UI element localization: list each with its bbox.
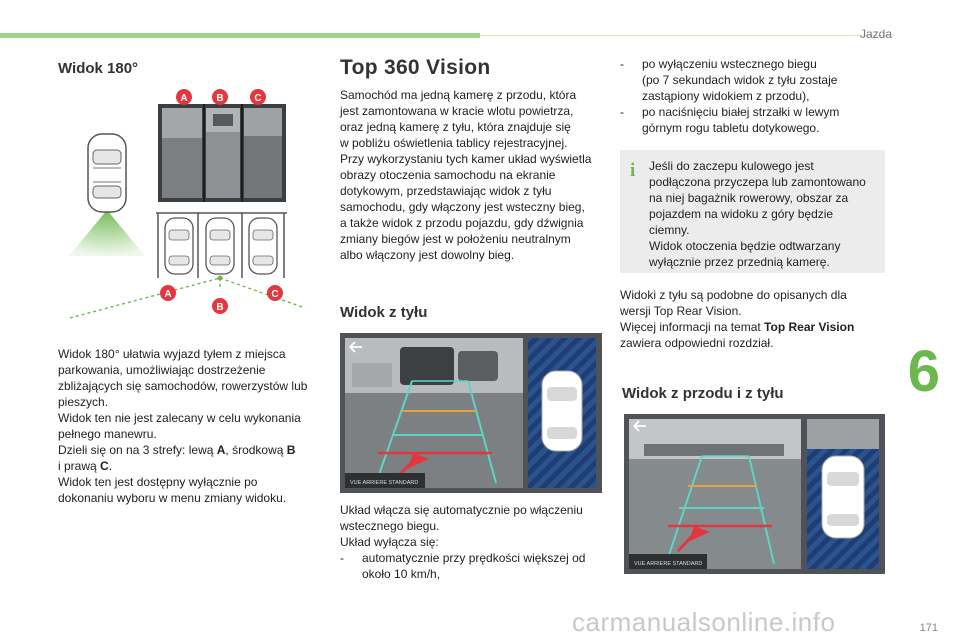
- list-item: - po wyłączeniu wstecznego biegu (po 7 sekundach widok z tyłu zostaje zastąpiony widokiem z przodu),: [620, 56, 885, 104]
- svg-text:B: B: [216, 302, 224, 313]
- svg-text:C: C: [254, 93, 262, 104]
- parked-car-middle-icon: [206, 218, 234, 274]
- list-item: - po naciśnięciu białej strzałki w lewym górnym rogu tabletu dotykowego.: [620, 104, 885, 136]
- svg-text:B: B: [216, 93, 224, 104]
- rear-view-screen: [340, 333, 602, 493]
- svg-text:VUE ARRIERE STANDARD: VUE ARRIERE STANDARD: [634, 561, 703, 567]
- top-view-car-icon: [542, 371, 582, 451]
- page-number: 171: [919, 622, 938, 634]
- camera-field-cone: [69, 210, 145, 256]
- heading-widok-z-tylu: Widok z tyłu: [340, 304, 428, 321]
- watermark: carmanualsonline.info: [572, 607, 836, 637]
- front-rear-view-screen: [624, 414, 885, 574]
- own-car-icon: [88, 134, 126, 212]
- info-box: i Jeśli do zaczepu kulowego jest podłączona przyczepa lub zamontowano na niej bagażnik rowerowy, obszar za pojazdem na widoku z góry będzie ciemny. Widok otoczenia będzie odtwarzany wyłącznie przez przednią kamerę.: [620, 150, 885, 273]
- heading-top-360-vision: Top 360 Vision: [340, 56, 491, 79]
- top-accent-line: [480, 35, 890, 36]
- section-label: Jazda: [859, 27, 892, 41]
- chapter-number: 6: [907, 339, 940, 404]
- top-accent-bar: [0, 33, 480, 38]
- rear-views-note: Widoki z tyłu są podobne do opisanych dla wersji Top Rear Vision. Więcej informacji na temat Top Rear Vision zawiera odpowiedni rozdział.: [620, 288, 855, 350]
- parked-car-right-icon: [249, 218, 277, 274]
- shutdown-conditions-list: [620, 56, 885, 136]
- list-item: - automatycznie przy prędkości większej od około 10 km/h,: [340, 550, 610, 582]
- heading-widok-z-przodu-i-z-tylu: Widok z przodu i z tyłu: [622, 385, 784, 402]
- svg-text:A: A: [164, 289, 172, 300]
- top-360-intro: Samochód ma jedną kamerę z przodu, która jest zamontowana w kracie wlotu powietrza, oraz jedną kamerę z tyłu, która znajduje się w pobliżu oświetlenia tablicy rejestracyjnej. Przy wykorzystaniu tych kamer układ wyświetla obrazy otoczenia samochodu na ekranie dotykowym, przedstawiając widok z tyłu samochodu, gdy włączony jest wsteczny bieg, a także widok z przodu pojazdu, gdy dźwignia zmiany biegów jest w położeniu neutralnym albo włączony jest dowolny bieg.: [340, 88, 592, 262]
- heading-widok-180: Widok 180°: [58, 60, 139, 77]
- svg-text:A: A: [180, 93, 188, 104]
- parked-car-left-icon: [165, 218, 193, 274]
- view-180-diagram: [55, 82, 315, 322]
- top-view-car-icon: [822, 456, 864, 538]
- svg-text:C: C: [271, 289, 279, 300]
- widok-180-description: Widok 180° ułatwia wyjazd tyłem z miejsca parkowania, umożliwiając dostrzeżenie zbliżających się samochodów, rowerzystów lub pieszych. Widok ten nie jest zalecany w celu wykonania pełnego manewru. Dzieli się on na 3 strefy: lewą A, środkową B i prawą C. Widok ten jest dostępny wyłącznie po dokonaniu wyboru w menu zmiany widoku.: [58, 347, 308, 505]
- info-icon: i: [630, 160, 636, 181]
- svg-text:VUE ARRIERE STANDARD: VUE ARRIERE STANDARD: [350, 480, 419, 486]
- rear-view-description: Układ włącza się automatycznie po włączeniu wstecznego biegu. Układ wyłącza się: - automatycznie przy prędkości większej od około 10 km/h,: [340, 502, 610, 582]
